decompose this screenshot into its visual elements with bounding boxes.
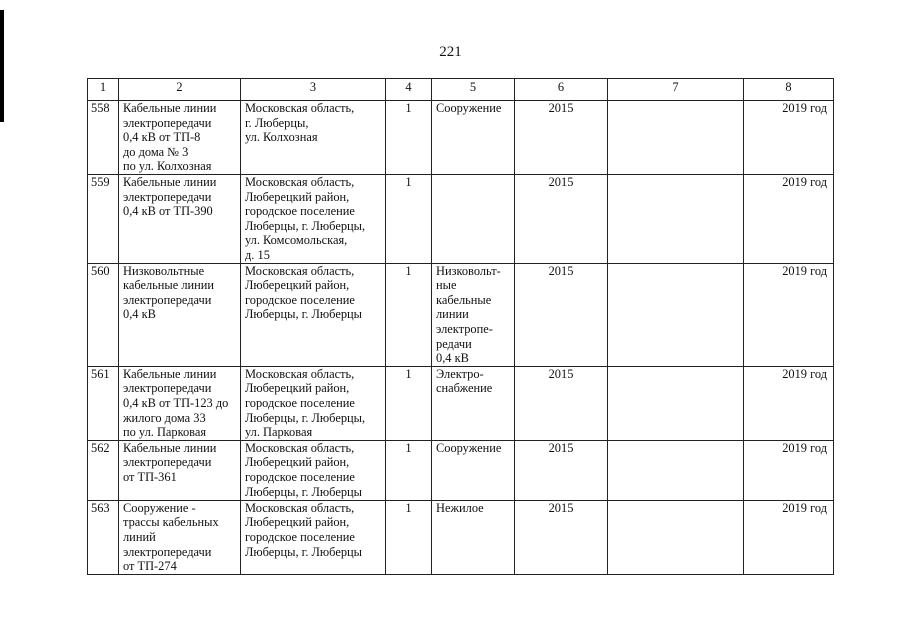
table-row [88,366,834,440]
object-type-cell [432,175,515,264]
object-name-cell: Кабельные линии электропередачи 0,4 кВ от ТП-390 [119,175,241,264]
scan-edge-mark [0,10,4,122]
quantity-cell: 1 [386,366,432,440]
header-cell: 4 [386,79,432,101]
year-cell: 2015 [515,440,608,500]
header-row [88,79,834,101]
object-name-cell: Кабельные линии электропередачи от ТП-361 [119,440,241,500]
object-type-cell: Нежилое [432,500,515,574]
year-cell: 2015 [515,500,608,574]
column-7-cell [608,440,744,500]
year-cell: 2015 [515,101,608,175]
header-cell: 5 [432,79,515,101]
quantity-cell: 1 [386,175,432,264]
object-name-cell: Низковольтные кабельные линии электропередачи 0,4 кВ [119,263,241,366]
year-cell: 2015 [515,175,608,264]
page-number: 221 [439,44,462,60]
column-7-cell [608,101,744,175]
header-cell: 8 [744,79,834,101]
object-name-cell: Кабельные линии электропередачи 0,4 кВ от ТП-8 до дома № 3 по ул. Колхозная [119,101,241,175]
row-number-cell: 559 [88,175,119,264]
address-cell: Московская область, Люберецкий район, городское поселение Люберцы, г. Люберцы [241,440,386,500]
header-cell: 1 [88,79,119,101]
address-cell: Московская область, Люберецкий район, городское поселение Люберцы, г. Люберцы [241,263,386,366]
row-number-cell: 560 [88,263,119,366]
object-name-cell: Сооружение - трассы кабельных линий электропередачи от ТП-274 [119,500,241,574]
address-cell: Московская область, Люберецкий район, городское поселение Люберцы, г. Люберцы, ул. Комсомольская, д. 15 [241,175,386,264]
quantity-cell: 1 [386,263,432,366]
quantity-cell: 1 [386,500,432,574]
term-cell: 2019 год [744,263,834,366]
object-type-cell: Сооружение [432,440,515,500]
address-cell: Московская область, Люберецкий район, городское поселение Люберцы, г. Люберцы [241,500,386,574]
row-number-cell: 561 [88,366,119,440]
header-cell: 2 [119,79,241,101]
column-7-cell [608,366,744,440]
term-cell: 2019 год [744,366,834,440]
address-cell: Московская область, г. Люберцы, ул. Колхозная [241,101,386,175]
row-number-cell: 563 [88,500,119,574]
table-row [88,440,834,500]
table-row [88,263,834,366]
header-cell: 3 [241,79,386,101]
object-name-cell: Кабельные линии электропередачи 0,4 кВ от ТП-123 до жилого дома 33 по ул. Парковая [119,366,241,440]
term-cell: 2019 год [744,500,834,574]
header-cell: 7 [608,79,744,101]
row-number-cell: 562 [88,440,119,500]
header-cell: 6 [515,79,608,101]
row-number-cell: 558 [88,101,119,175]
quantity-cell: 1 [386,101,432,175]
address-cell: Московская область, Люберецкий район, городское поселение Люберцы, г. Люберцы, ул. Парковая [241,366,386,440]
column-7-cell [608,500,744,574]
year-cell: 2015 [515,263,608,366]
year-cell: 2015 [515,366,608,440]
object-type-cell: Сооружение [432,101,515,175]
object-type-cell: Электро- снабжение [432,366,515,440]
column-7-cell [608,175,744,264]
table-row [88,175,834,264]
term-cell: 2019 год [744,175,834,264]
term-cell: 2019 год [744,440,834,500]
column-7-cell [608,263,744,366]
quantity-cell: 1 [386,440,432,500]
term-cell: 2019 год [744,101,834,175]
table-row [88,101,834,175]
object-type-cell: Низковольт- ные кабельные линии электропе- редачи 0,4 кВ [432,263,515,366]
registry-table [87,78,834,575]
table-row [88,500,834,574]
